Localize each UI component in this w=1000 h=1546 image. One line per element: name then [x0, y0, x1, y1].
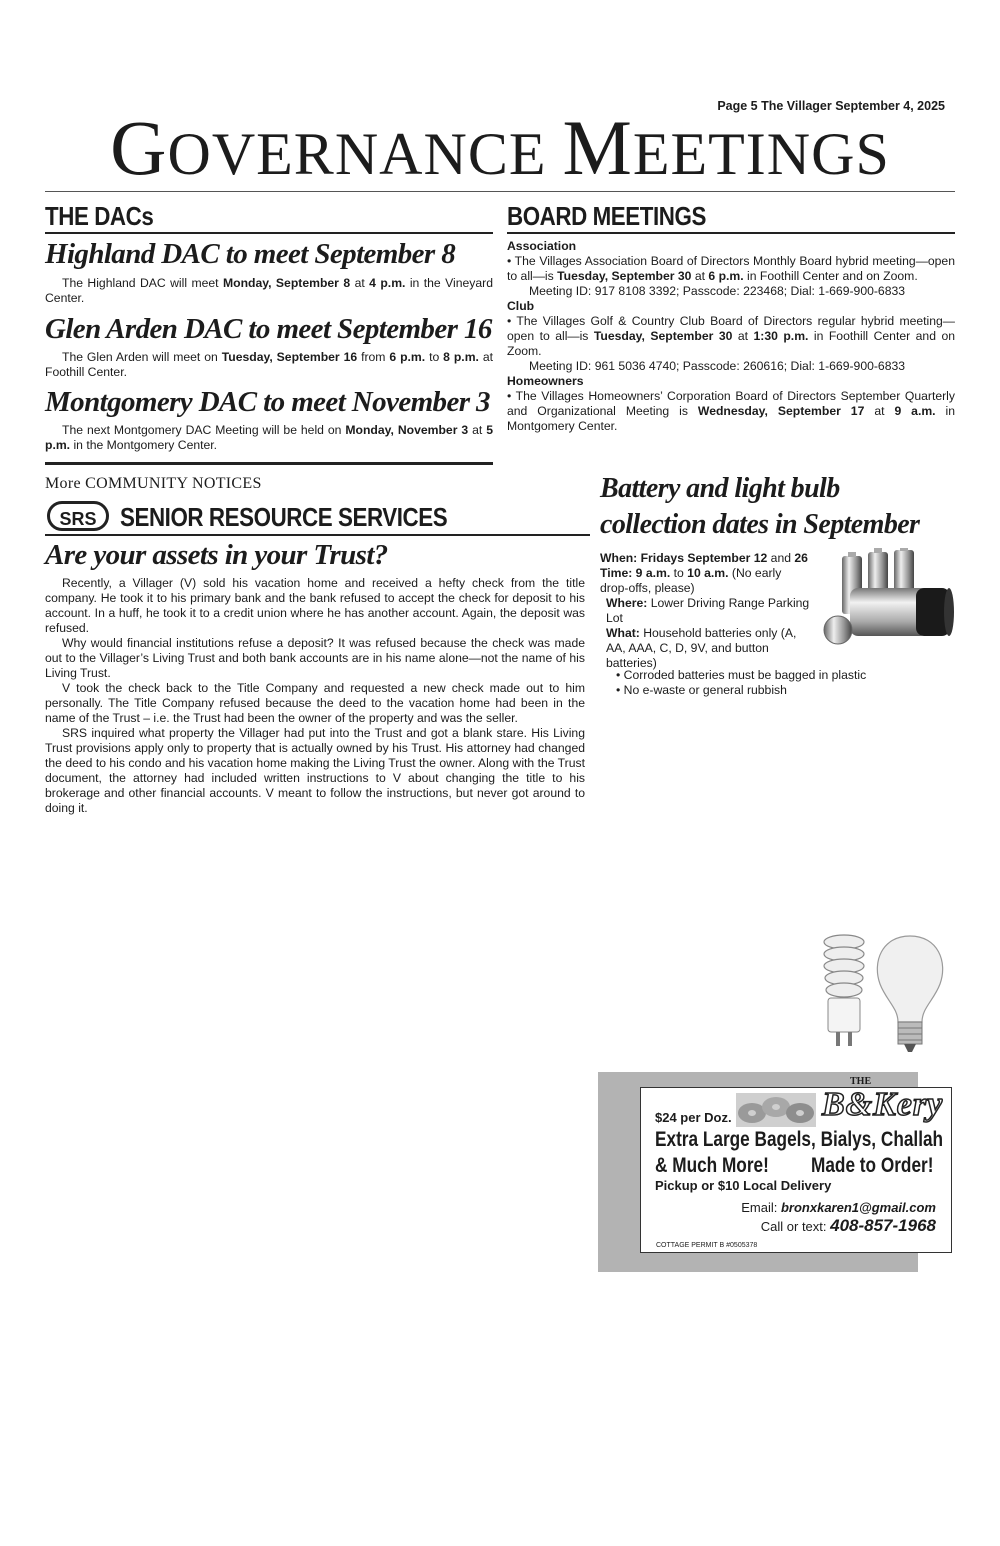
community-notices-label: More COMMUNITY NOTICES — [45, 475, 262, 492]
ad-headline-2a: & Much More! — [655, 1154, 769, 1177]
ad-logo: B&Kery — [822, 1086, 944, 1123]
board-label-club: Club — [507, 299, 535, 313]
srs-section-title: SENIOR RESOURCE SERVICES — [120, 502, 448, 532]
ad-headline-2b: Made to Order! — [811, 1154, 934, 1177]
board-meeting-id-association: Meeting ID: 917 8108 3392; Passcode: 223468; Dial: 1-669-900-6833 — [529, 284, 906, 298]
ad-phone-line: Call or text: 408-857-1968 — [760, 1216, 936, 1235]
battery-rule-item: • No e-waste or general rubbish — [616, 683, 787, 697]
dacs-section-title: THE DACs — [45, 201, 154, 231]
ad-email-line: Email: bronxkaren1@gmail.com — [741, 1200, 936, 1215]
srs-section-rule — [45, 534, 590, 536]
battery-rules — [600, 668, 956, 698]
dac-headline-glen-arden: Glen Arden DAC to meet September 16 — [45, 313, 492, 345]
masthead-rest-1: OVERNANCE — [167, 121, 547, 187]
board-meeting-id-club: Meeting ID: 961 5036 4740; Passcode: 260616; Dial: 1-669-900-6833 — [529, 359, 906, 373]
srs-paragraph: Why would financial institutions refuse a deposit? It was refused because the check was made out to the Villager’s Living Trust and both bank accounts are in his name alone—not the name of his Living Trust. — [45, 636, 585, 680]
board-section-title: BOARD MEETINGS — [507, 201, 706, 231]
board-text-association: • The Villages Association Board of Directors Monthly Board hybrid meeting—open to all—is Tuesday, September 30 at 6 p.m. in Foothill Center and on Zoom. — [507, 254, 955, 283]
battery-rule-item: • Corroded batteries must be bagged in plastic — [616, 668, 867, 682]
dac-headline-highland: Highland DAC to meet September 8 — [45, 238, 456, 270]
battery-headline-line2: collection dates in September — [600, 509, 920, 540]
dac-body-montgomery: The next Montgomery DAC Meeting will be held on Monday, November 3 at 5 p.m. in the Montgomery Center. — [45, 423, 493, 452]
board-text-club: • The Villages Golf & Country Club Board of Directors regular hybrid meeting—open to all—is Tuesday, September 30 at 1:30 p.m. in Foothill Center and on Zoom. — [507, 314, 956, 358]
srs-paragraph: Recently, a Villager (V) sold his vacation home and received a hefty check from the title company. He took it to his primary bank and the bank refused to accept the check for deposit to his account. In a huff, he took it to a credit union where he has another account. Again, the deposit was refused. — [45, 576, 585, 635]
light-bulbs-image — [812, 928, 958, 1058]
ad-email-link[interactable]: bronxkaren1@gmail.com — [780, 1200, 936, 1215]
srs-paragraph: SRS inquired what property the Villager had put into the Trust and got a blank stare. His Living Trust provisions apply only to property that is actually owned by his Trust. His attorney had changed the deed to his condo and his vacation home making the Living Trust the owner. Along with the Trust document, the attorney had included written instructions to V about changing the title to his brokerage and other financial accounts. V meant to follow the instructions, but never got around to doing it. — [45, 726, 585, 815]
section-divider — [45, 462, 493, 465]
ad-price: $24 per Doz. — [655, 1110, 732, 1125]
ad-permit: COTTAGE PERMIT B #0505378 — [656, 1242, 758, 1249]
board-section-rule — [507, 232, 955, 234]
srs-headline: Are your assets in your Trust? — [45, 539, 388, 571]
masthead-cap-2: M — [562, 104, 633, 191]
board-text-homeowners: • The Villages Homeowners’ Corporation Board of Directors September Quarterly and Organizational Meeting is Wednesday, September 17 at 9 a.m. in Montgomery Center. — [507, 389, 956, 433]
dac-body-highland: The Highland DAC will meet Monday, September 8 at 4 p.m. in the Vineyard Center. — [45, 276, 494, 305]
board-label-homeowners: Homeowners — [507, 374, 584, 388]
dacs-section-rule — [45, 232, 493, 234]
ad-phone[interactable]: 408-857-1968 — [830, 1216, 936, 1235]
board-meetings-body — [507, 239, 955, 434]
srs-logo: SRS — [47, 501, 109, 531]
ad-pickup: Pickup or $10 Local Delivery — [655, 1178, 832, 1193]
ad-headline-1: Extra Large Bagels, Bialys, Challah — [655, 1128, 944, 1151]
srs-paragraph: V took the check back to the Title Company and requested a new check made out to him personally. The Title Company refused because the deed to the vacation home had been in the name of the Trust – i.e. the Trust had been the owner of the property and was the seller. — [45, 681, 585, 725]
dac-headline-montgomery: Montgomery DAC to meet November 3 — [45, 386, 490, 418]
bagels-image — [736, 1093, 816, 1127]
masthead-cap-1: G — [110, 104, 168, 191]
page-folio: Page 5 The Villager September 4, 2025 — [717, 99, 945, 113]
board-label-association: Association — [507, 239, 577, 253]
batteries-image — [822, 548, 956, 652]
srs-article-body — [45, 576, 585, 816]
masthead-rest-2: EETINGS — [632, 121, 890, 187]
battery-headline-line1: Battery and light bulb — [600, 473, 840, 504]
ad-logo-small: THE — [850, 1076, 872, 1087]
masthead-rule — [45, 191, 955, 192]
battery-details: When: Fridays September 12 and 26 Time: 9 a.m. to 10 a.m. (No early drop-offs, please) Where: Lower Driving Range Parking Lot What: Household batteries only (A, AA, AAA, C, D, 9V, and button batteries) — [600, 551, 810, 670]
dac-body-glen-arden: The Glen Arden will meet on Tuesday, September 16 from 6 p.m. to 8 p.m. at Foothill Center. — [45, 350, 494, 379]
